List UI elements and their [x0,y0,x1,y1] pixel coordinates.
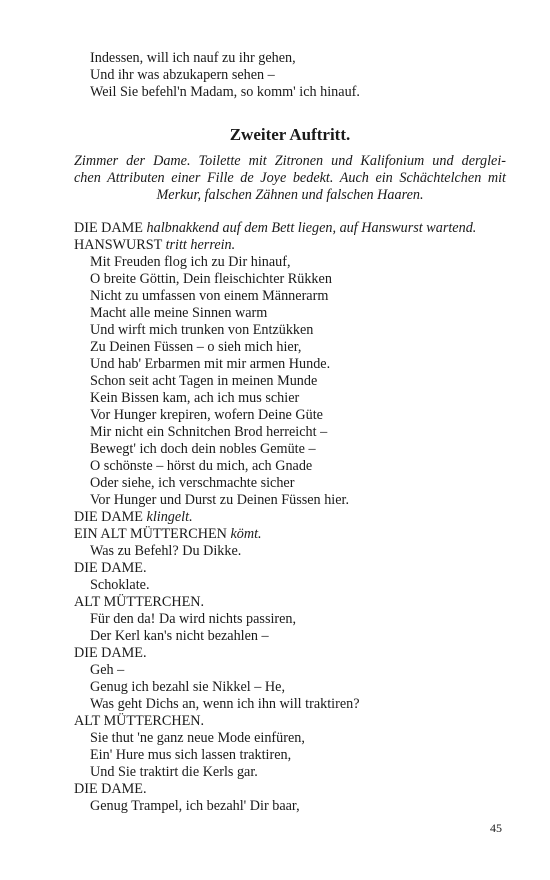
verse-line: Zu Deinen Füssen – o sieh mich hier, [90,339,302,355]
verse-line: Weil Sie befehl'n Madam, so komm' ich hinauf. [90,84,360,100]
speaker-name: EIN ALT MÜTTERCHEN [74,526,227,542]
verse-line: O schönste – hörst du mich, ach Gnade [90,458,313,474]
verse-line: Und wirft mich trunken von Entzükken [90,322,314,338]
speaker-name: ALT MÜTTERCHEN. [74,594,205,610]
verse-line: Und hab' Erbarmen mit mir armen Hunde. [90,356,331,372]
scene-title: Zweiter Auftritt. [229,125,351,144]
verse-line: Sie thut 'ne ganz neue Mode einfüren, [90,730,305,746]
speaker-name: DIE DAME [74,220,143,236]
verse-line: Bewegt' ich doch dein nobles Gemüte – [90,441,316,457]
verse-line: Was geht Dichs an, wenn ich ihn will traktiren? [90,696,360,712]
speaker-name: DIE DAME. [74,781,147,797]
verse-line: Vor Hunger und Durst zu Deinen Füssen hier. [90,492,350,508]
verse-line: Genug Trampel, ich bezahl' Dir baar, [90,798,300,814]
verse-line: Und ihr was abzukapern sehen – [90,67,275,83]
verse-line: Kein Bissen kam, ach ich mus schier [90,390,300,406]
verse-line: Genug ich bezahl sie Nikkel – He, [90,679,286,695]
verse-line: Der Kerl kan's nicht bezahlen – [90,628,269,644]
speaker-line [74,509,193,526]
speaker-name: DIE DAME. [74,645,147,661]
speaker-direction: halbnakkend auf dem Bett liegen, auf Hanswurst wartend. [146,220,477,236]
stage-direction-line: Zimmer der Dame. Toilette mit Zitronen und Kalifonium und derglei- [74,153,506,169]
speaker-name: DIE DAME [74,509,143,525]
verse-line: Indessen, will ich nauf zu ihr gehen, [90,50,296,66]
verse-line: O breite Göttin, Dein fleischichter Rükken [90,271,332,287]
verse-line: Schoklate. [90,577,150,593]
verse-line: Und Sie traktirt die Kerls gar. [90,764,258,780]
speaker-name: DIE DAME. [74,560,147,576]
verse-line: Mit Freuden flog ich zu Dir hinauf, [90,254,291,270]
stage-direction-line: Merkur, falschen Zähnen und falschen Haaren. [156,187,424,203]
speaker-direction: tritt herrein. [165,237,236,253]
speaker-direction: klingelt. [146,509,193,525]
verse-line: Nicht zu umfassen von einem Männerarm [90,288,329,304]
stage-direction-line: chen Attributen einer Fille de Joye bedekt. Auch ein Schächtelchen mit [74,170,506,186]
verse-line: Mir nicht ein Schnitchen Brod herreicht – [90,424,328,440]
verse-line: Geh – [90,662,125,678]
speaker-line [74,220,476,237]
verse-line: Was zu Befehl? Du Dikke. [90,543,242,559]
speaker-name: HANSWURST [74,237,163,253]
verse-line: Für den da! Da wird nichts passiren, [90,611,297,627]
verse-line: Macht alle meine Sinnen warm [90,305,268,321]
speaker-line [74,237,235,254]
verse-line: Schon seit acht Tagen in meinen Munde [90,373,318,389]
speaker-direction: kömt. [230,526,262,542]
speaker-name: ALT MÜTTERCHEN. [74,713,205,729]
verse-line: Vor Hunger krepiren, wofern Deine Güte [90,407,323,423]
stage-direction [74,153,506,204]
page-number: 45 [490,821,502,835]
speaker-line [74,526,262,543]
verse-line: Ein' Hure mus sich lassen traktiren, [90,747,292,763]
verse-line: Oder siehe, ich verschmachte sicher [90,475,295,491]
